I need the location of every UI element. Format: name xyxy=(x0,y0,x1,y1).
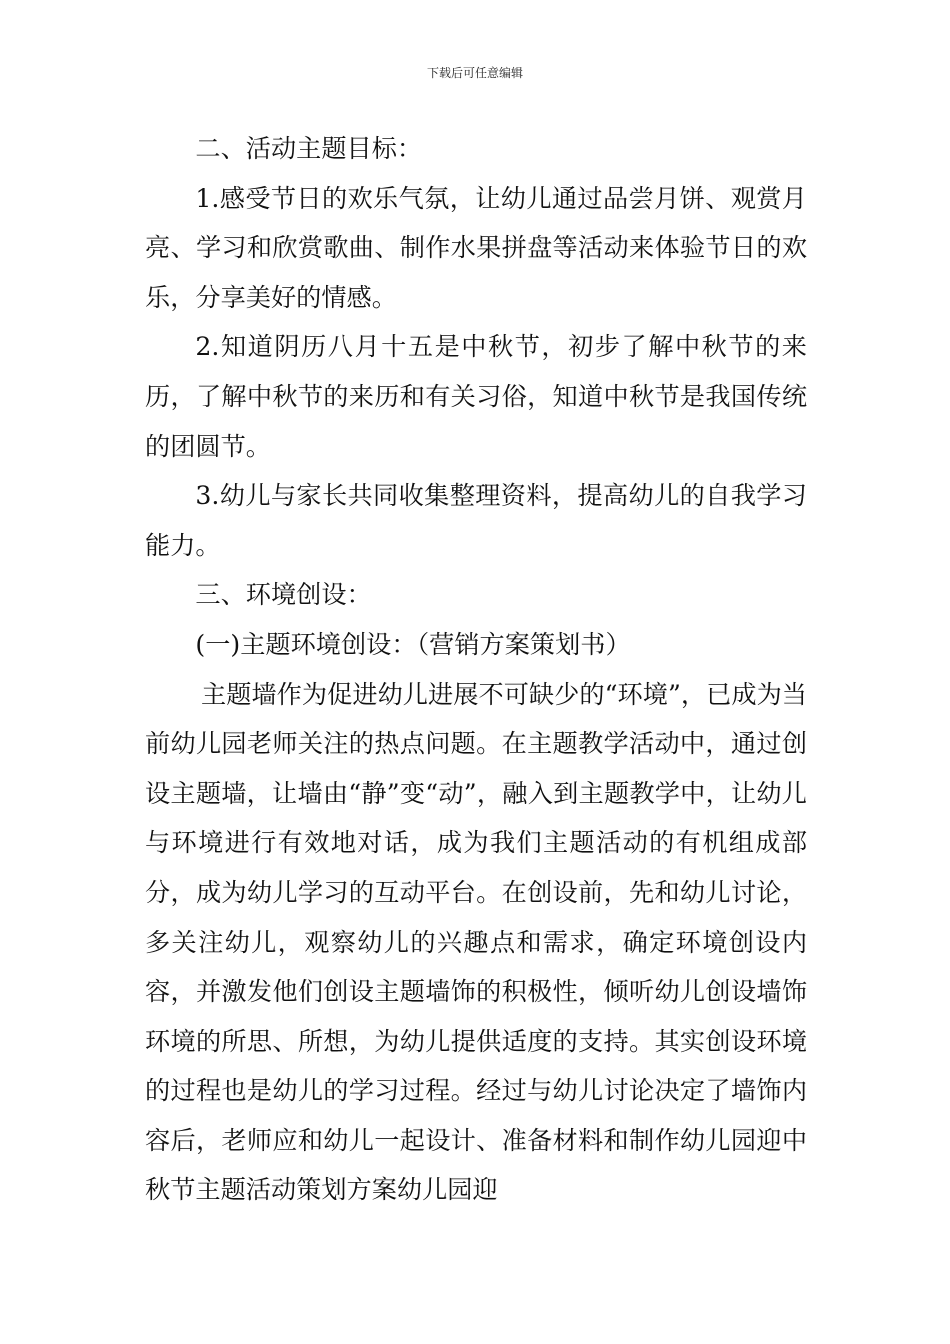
subsection-heading-theme-environment: (一)主题环境创设：（营销方案策划书） xyxy=(195,629,631,659)
body-paragraph-theme-wall: 主题墙作为促进幼儿进展不可缺少的“环境”，已成为当前幼儿园老师关注的热点问题。在主题教学活动中，通过创设主题墙，让墙由“静”变“动”，融入到主题教学中，让幼儿与环境进行有效地对话，成为我们主题活动的有机组成部分，成为幼儿学习的互动平台。在创设前，先和幼儿讨论，多关注幼儿，观察幼儿的兴趣点和需求，确定环境创设内容，并激发他们创设主题墙饰的积极性，倾听幼儿创设墙饰环境的所思、所想，为幼儿提供适度的支持。其实创设环境的过程也是幼儿的学习过程。经过与幼儿讨论决定了墙饰内容后，老师应和幼儿一起设计、准备材料和制作幼儿园迎中秋节主题活动策划方案幼儿园迎 xyxy=(145,679,807,1205)
goal-item-2: 2.知道阴历八月十五是中秋节，初步了解中秋节的来历，了解中秋节的来历和有关习俗，知道中秋节是我国传统的团圆节。 xyxy=(145,332,807,461)
page-header-note: 下载后可任意编辑 xyxy=(426,66,523,80)
section-heading-environment: 三、环境创设： xyxy=(195,580,372,610)
document-body xyxy=(145,124,807,1215)
goal-item-1: 1.感受节日的欢乐气氛，让幼儿通过品尝月饼、观赏月亮、学习和欣赏歌曲、制作水果拼盘等活动来体验节日的欢乐，分享美好的情感。 xyxy=(145,183,807,312)
goal-item-3: 3.幼儿与家长共同收集整理资料，提高幼儿的自我学习能力。 xyxy=(145,481,807,560)
section-heading-goals: 二、活动主题目标： xyxy=(195,134,423,163)
